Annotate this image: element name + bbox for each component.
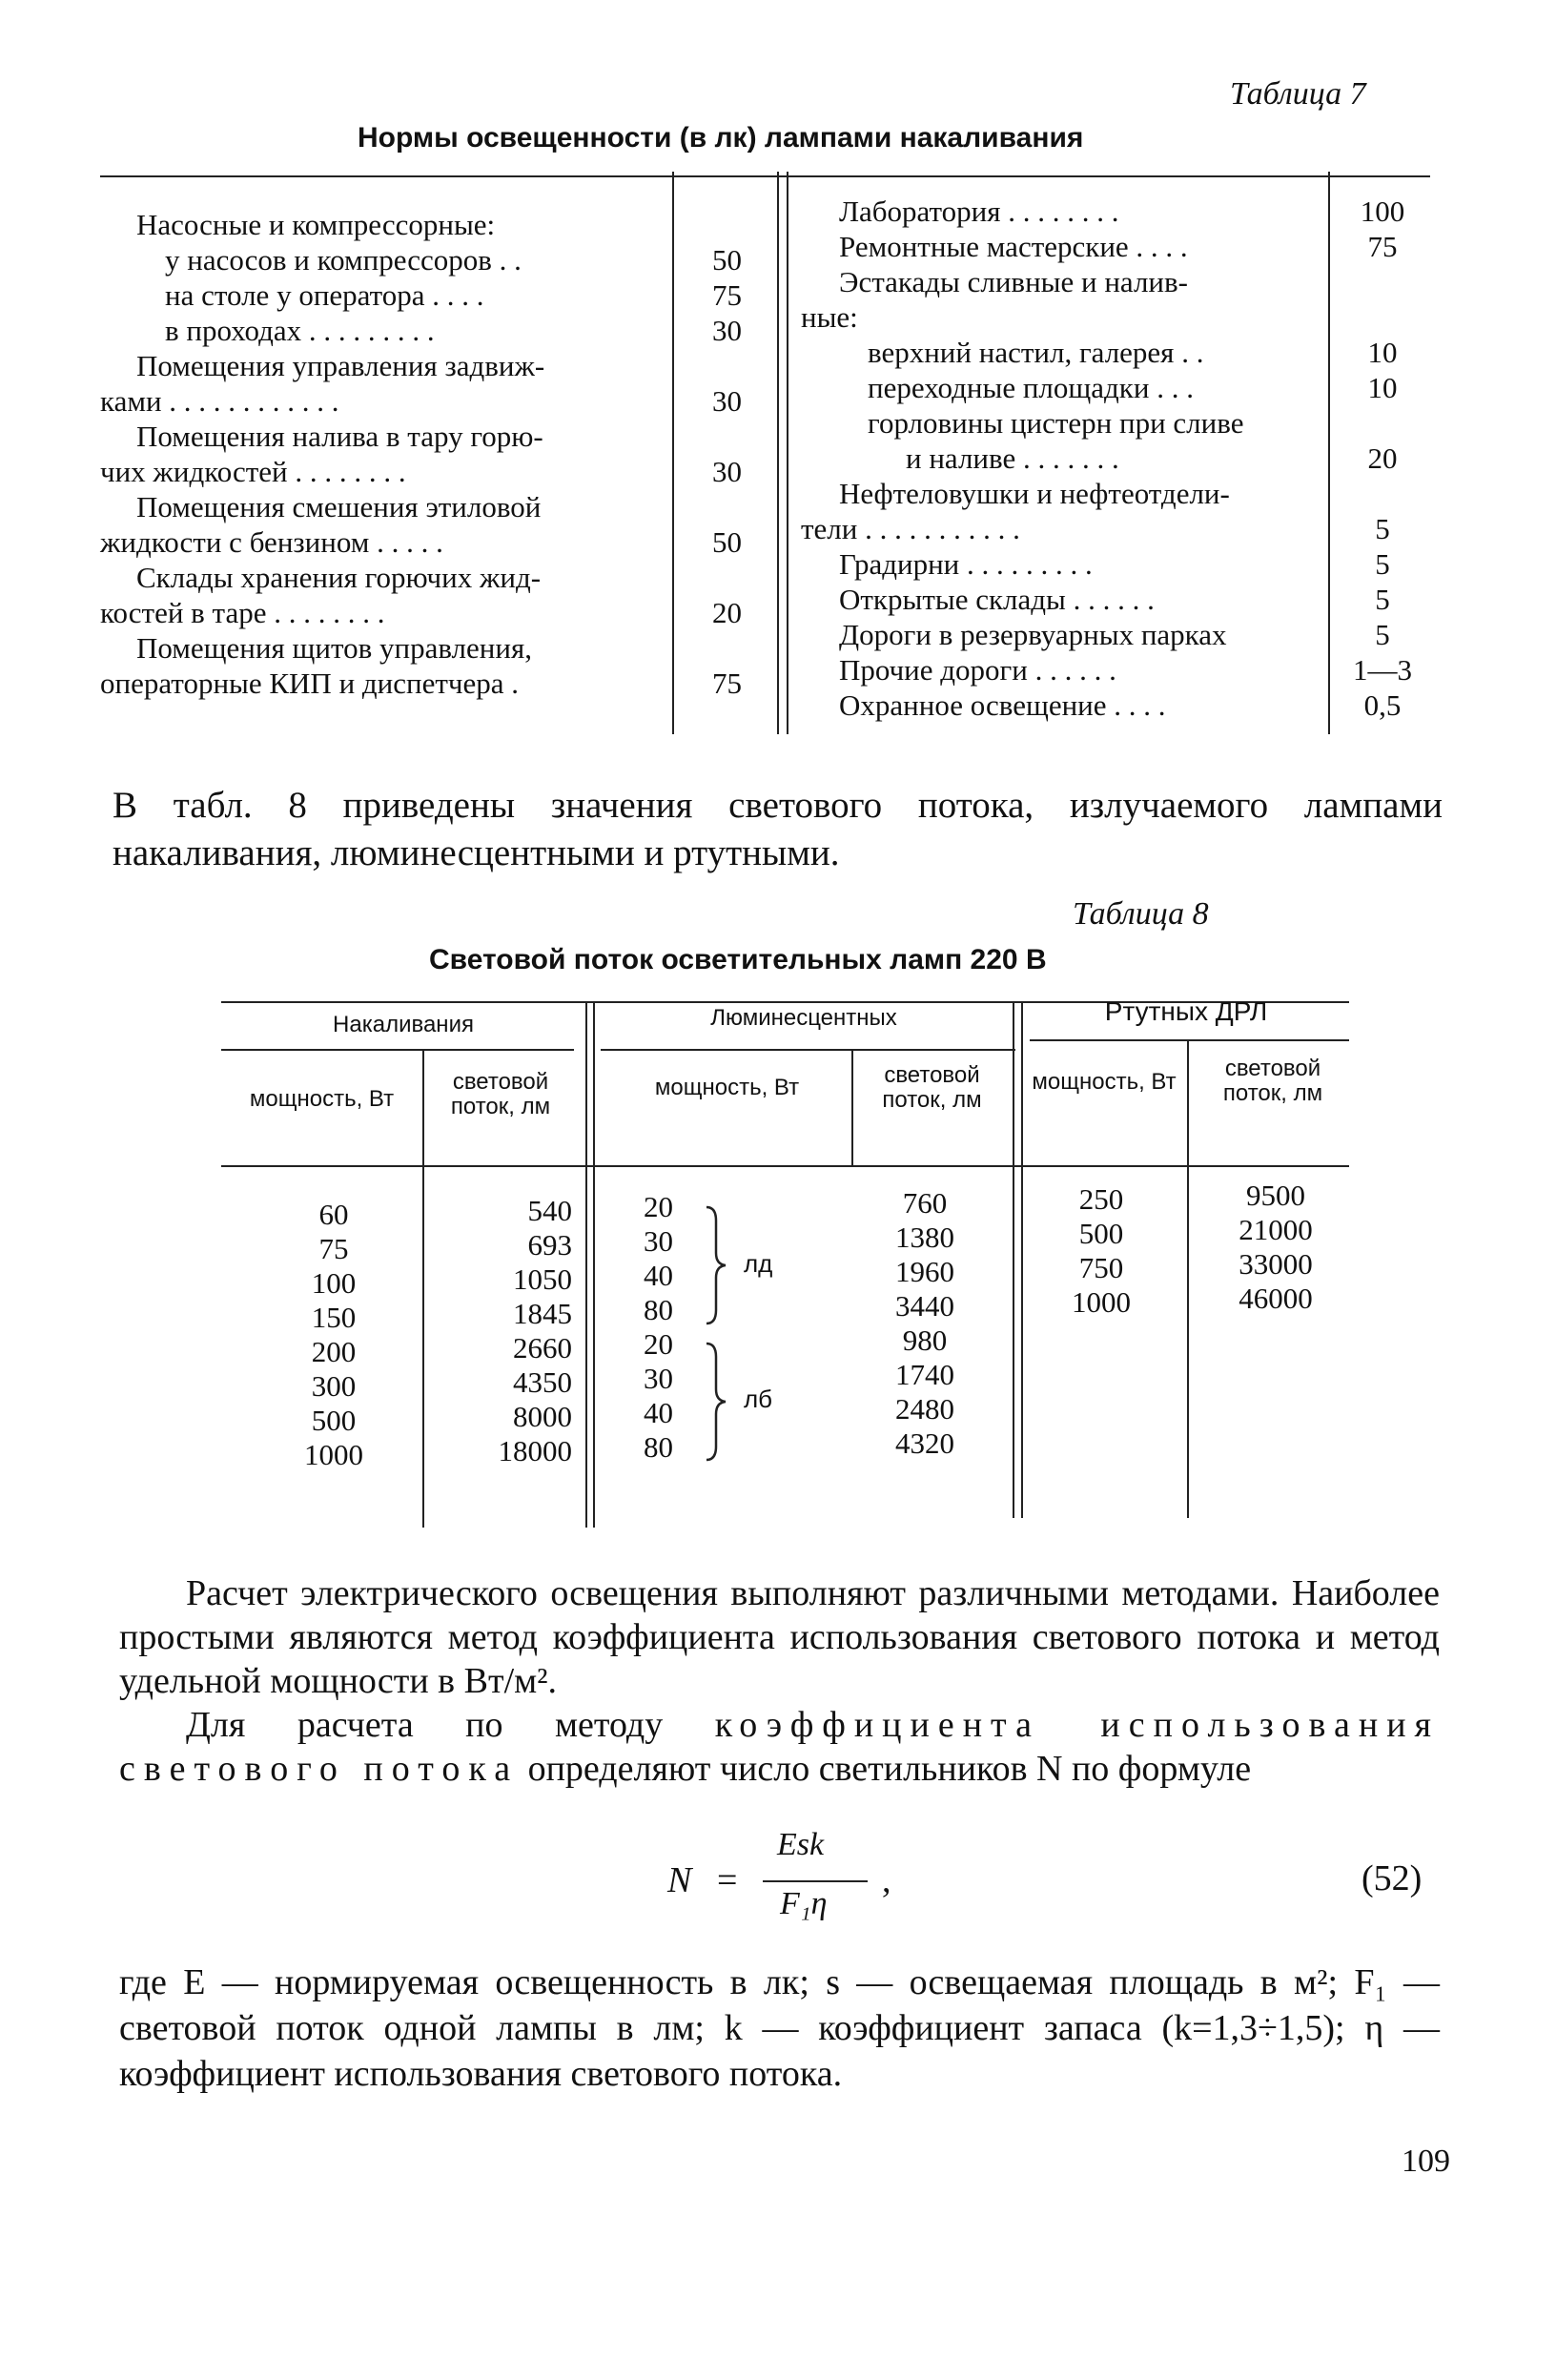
table-row: верхний настил, галерея . . (868, 336, 1204, 369)
table-cell: 3440 (895, 1289, 954, 1323)
table-row: Градирни . . . . . . . . . (839, 547, 1093, 581)
table-cell: 5 (1375, 618, 1390, 651)
table8-subhead-rule-3 (1030, 1039, 1349, 1041)
table-cell: 50 (712, 243, 742, 277)
table-row: на столе у оператора . . . . (165, 278, 484, 312)
page-number: 109 (1402, 2144, 1450, 2179)
table8-col-flux-2: световой поток, лм (882, 1062, 982, 1113)
table8-vrule-e (1187, 1041, 1189, 1518)
formula-denominator: F₁η (780, 1886, 828, 1921)
table-cell: 1000 (1072, 1285, 1131, 1319)
table-cell: 33000 (1239, 1247, 1313, 1281)
table-row: Ремонтные мастерские . . . . (839, 230, 1188, 263)
table8-incandescent-flux (448, 1194, 572, 1468)
table-row: ками . . . . . . . . . . . . (100, 384, 339, 418)
fluorescent-type-lb: лб (744, 1385, 773, 1413)
table-cell: 1380 (895, 1221, 954, 1254)
table-cell: 250 (1078, 1182, 1124, 1216)
table-cell: 5 (1375, 583, 1390, 616)
table-cell: 1—3 (1353, 653, 1412, 687)
table-cell: 20 (644, 1190, 673, 1223)
table7-left-values (682, 207, 772, 701)
table8-vrule-c (851, 1051, 853, 1165)
table-cell: 8000 (513, 1400, 572, 1433)
table-row: Насосные и компрессорные: (136, 208, 496, 241)
table-cell: 9500 (1246, 1179, 1305, 1212)
table7-top-rule (100, 175, 1430, 177)
table-cell: 80 (644, 1430, 673, 1464)
table-cell: 75 (318, 1232, 349, 1265)
table-row: операторные КИП и диспетчера . (100, 667, 520, 700)
table-cell: 30 (712, 314, 742, 347)
table-cell: 760 (902, 1186, 948, 1220)
table7-left-text (100, 207, 544, 701)
table-cell: 540 (527, 1194, 572, 1227)
table-cell (1335, 299, 1430, 335)
table-cell: 980 (902, 1323, 948, 1357)
table-row: костей в таре . . . . . . . . (100, 596, 385, 629)
table-cell (682, 630, 772, 666)
table-cell: 5 (1375, 547, 1390, 581)
table-row: Лаборатория . . . . . . . . (839, 195, 1119, 228)
table-row: в проходах . . . . . . . . . (165, 314, 435, 347)
formula-numerator: Esk (777, 1827, 825, 1862)
table-cell: 500 (311, 1404, 357, 1437)
table-cell: 1050 (513, 1262, 572, 1296)
table-cell: 100 (1360, 195, 1405, 228)
table-cell: 40 (644, 1259, 673, 1292)
formula-number: (52) (1362, 1858, 1423, 1898)
table7-vrule-1 (672, 172, 674, 734)
table8-col-flux-1: световой поток, лм (450, 1069, 551, 1119)
formula-52 (667, 1827, 992, 1936)
table-cell: 2480 (895, 1392, 954, 1426)
table-cell (682, 560, 772, 595)
paragraph3-post: определяют число светильников N по формуле (527, 1749, 1252, 1789)
table-cell: 2660 (513, 1331, 572, 1364)
table-row: ные: (801, 300, 858, 334)
table8-fluorescent-power (644, 1190, 701, 1465)
table8-group-fluorescent: Люминесцентных (710, 1005, 897, 1031)
table7-title: Нормы освещенности (в лк) лампами накаливания (358, 122, 1084, 154)
table-row: горловины цистерн при сливе (868, 406, 1244, 440)
table-cell: 750 (1078, 1251, 1124, 1284)
table-cell (1335, 405, 1430, 441)
paragraph-methods: Расчет электрического освещения выполняют различными методами. Наиболее простыми являются метод коэффициента использования светового потока и метод удельной мощности в Вт/м². (119, 1573, 1440, 1701)
table7-vrule-4 (1328, 172, 1330, 734)
table-cell: 30 (712, 455, 742, 488)
table7-label: Таблица 7 (1230, 76, 1366, 112)
table8-col-flux-3: световой поток, лм (1222, 1056, 1323, 1106)
table8-subhead-rule-1 (221, 1049, 574, 1051)
table8-col-power-1: мощность, Вт (249, 1086, 395, 1112)
table8-vrule-a (422, 1051, 424, 1528)
table-row: Склады хранения горючих жид- (136, 561, 542, 594)
table-cell: 1960 (895, 1255, 954, 1288)
table-row: и наливе . . . . . . . (906, 441, 1119, 475)
table7-right-text (801, 194, 1325, 723)
table-row: Нефтеловушки и нефтеотдели- (839, 477, 1230, 510)
table-cell: 4350 (513, 1365, 572, 1399)
table8-vrule-d2 (1021, 1003, 1023, 1518)
table-cell: 75 (712, 667, 742, 700)
table-row: Открытые склады . . . . . . (839, 583, 1155, 616)
table-row: Помещения управления задвиж- (136, 349, 545, 382)
table-cell: 0,5 (1363, 688, 1402, 722)
table-cell: 75 (1367, 230, 1398, 263)
table-cell: 20 (712, 596, 742, 629)
table-cell: 80 (644, 1293, 673, 1326)
table-cell: 10 (1367, 336, 1398, 369)
table-cell: 50 (712, 525, 742, 559)
table-cell: 4320 (895, 1426, 954, 1460)
table8-group-drl: Ртутных ДРЛ (1104, 996, 1268, 1026)
table8-drl-flux (1218, 1179, 1333, 1316)
table-row: жидкости с бензином . . . . . (100, 525, 443, 559)
table-cell: 10 (1367, 371, 1398, 404)
table-row: переходные площадки . . . (868, 371, 1194, 404)
table-cell: 20 (1367, 441, 1398, 475)
table-cell: 40 (644, 1396, 673, 1429)
table8-fluorescent-flux (872, 1186, 977, 1461)
table8-vrule-d1 (1013, 1003, 1014, 1518)
table8-label: Таблица 8 (1073, 896, 1209, 932)
table-cell (682, 207, 772, 242)
paragraph-formula-intro (119, 1703, 1440, 1791)
table8-title: Световой поток осветительных ламп 220 В (429, 944, 1047, 975)
table7-vrule-3 (787, 172, 788, 734)
paragraph3-pre: Для расчета по методу (186, 1705, 664, 1745)
table-cell: 1740 (895, 1358, 954, 1391)
formula-equals: = (717, 1860, 738, 1900)
table8-drl-power (1049, 1182, 1154, 1320)
table7-vrule-2 (777, 172, 779, 734)
paragraph-intro-table8: В табл. 8 приведены значения светового потока, излучаемого лампами накаливания, люминесцентными и ртутными. (113, 785, 1443, 873)
table-cell (682, 419, 772, 454)
table-row: Помещения смешения этиловой (136, 490, 542, 523)
table-row: у насосов и компрессоров . . (165, 243, 522, 277)
table-row: Охранное освещение . . . . (839, 688, 1166, 722)
table-row: Дороги в резервуарных парках (839, 618, 1227, 651)
table-cell (1335, 476, 1430, 511)
table-cell: 60 (318, 1198, 349, 1231)
table-row: Прочие дороги . . . . . . (839, 653, 1116, 687)
table-row: Помещения налива в тару горю- (136, 420, 543, 453)
table-cell (682, 348, 772, 383)
table8-col-power-3: мощность, Вт (1032, 1069, 1177, 1095)
table-row: чих жидкостей . . . . . . . . (100, 455, 406, 488)
table8-col-power-2: мощность, Вт (654, 1075, 800, 1100)
table-cell: 500 (1078, 1217, 1124, 1250)
table-cell: 30 (644, 1224, 673, 1258)
table8-incandescent-power (276, 1198, 391, 1472)
table-cell: 75 (712, 278, 742, 312)
fluorescent-type-ld: лд (744, 1249, 773, 1278)
table-cell: 200 (311, 1335, 357, 1368)
formula-lhs: N (667, 1860, 692, 1900)
table8-subhead-rule-2 (601, 1049, 1015, 1051)
table-cell: 5 (1375, 512, 1390, 545)
table8-vrule-b2 (593, 1003, 595, 1528)
table-cell: 300 (311, 1369, 357, 1403)
formula-fraction-bar (763, 1880, 868, 1882)
table-cell: 1000 (304, 1438, 363, 1471)
table-cell: 18000 (498, 1434, 572, 1467)
table-cell (682, 489, 772, 524)
table-cell: 30 (644, 1362, 673, 1395)
brace-lb-icon (701, 1340, 729, 1464)
table-row: тели . . . . . . . . . . . (801, 512, 1020, 545)
table-cell: 46000 (1239, 1282, 1313, 1315)
paragraph3-spaced: коэффициента использования светового потока (119, 1705, 1441, 1789)
table-row: Эстакады сливные и налив- (839, 265, 1188, 298)
table-cell: 20 (644, 1327, 673, 1361)
formula-comma: , (882, 1860, 891, 1900)
table-cell: 30 (712, 384, 742, 418)
table8-group-incandescent: Накаливания (333, 1012, 474, 1037)
table-row: Помещения щитов управления, (136, 631, 532, 665)
table-cell: 100 (311, 1266, 357, 1300)
table8-vrule-b1 (585, 1003, 587, 1528)
table-cell: 693 (527, 1228, 572, 1262)
table-cell: 150 (311, 1301, 357, 1334)
brace-ld-icon (701, 1203, 729, 1327)
table8-header-bottom-rule (221, 1165, 1349, 1167)
table-cell: 1845 (513, 1297, 572, 1330)
paragraph-legend: где E — нормируемая освещенность в лк; s — освещаемая площадь в м²; F₁ — световой поток одной лампы в лм; k — коэффициент запаса (k=1,3÷1,5); η — коэффициент использования светового потока. (119, 1962, 1440, 2094)
table-cell (1335, 264, 1430, 299)
table-cell: 21000 (1239, 1213, 1313, 1246)
table7-right-values (1335, 194, 1430, 723)
